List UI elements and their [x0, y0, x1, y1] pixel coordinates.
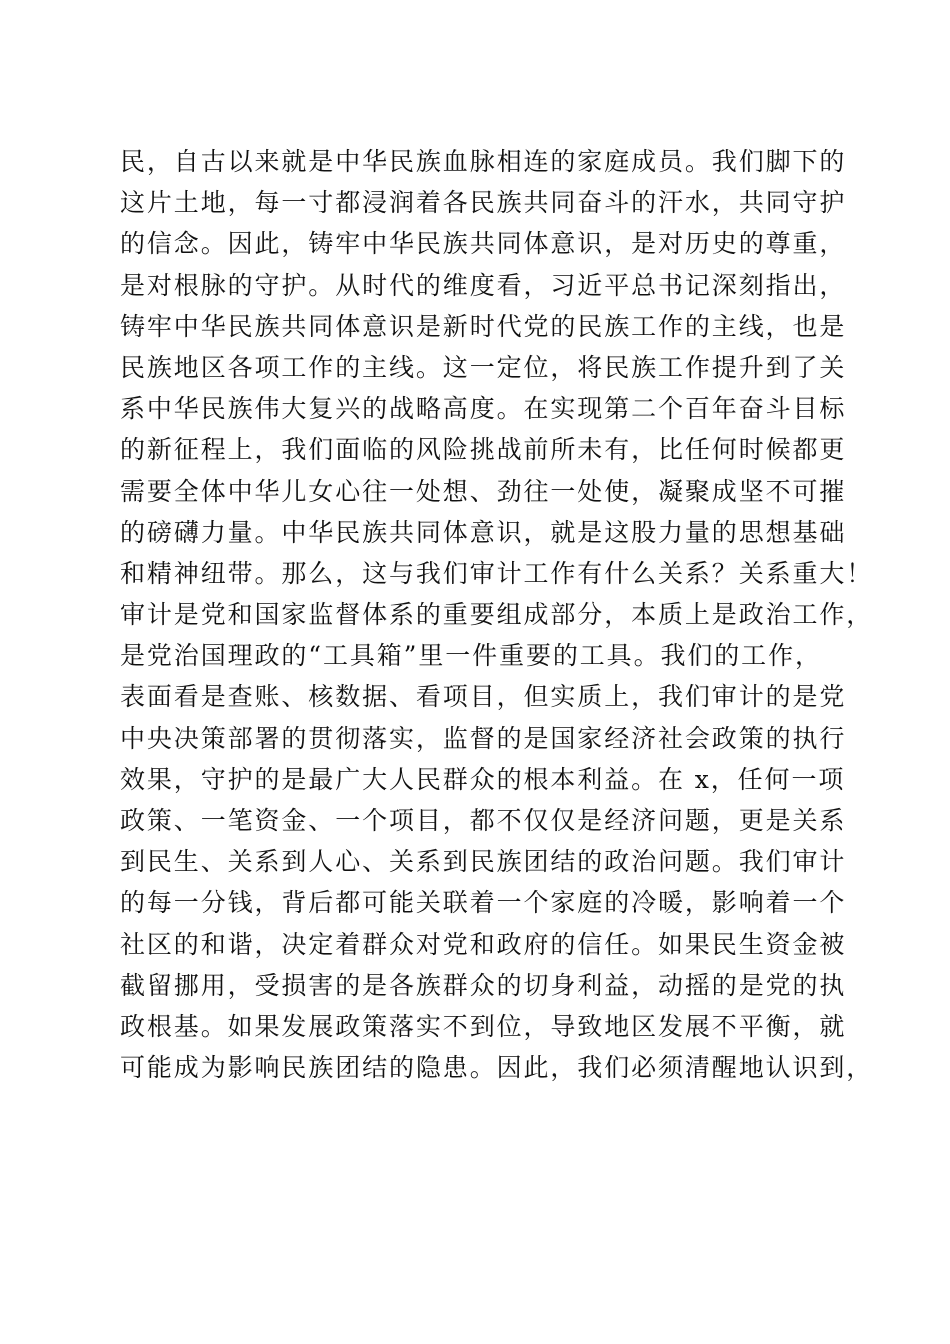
text-line: 这片土地，每一寸都浸润着各民族共同奋斗的汗水，共同守护 — [120, 188, 847, 218]
text-line: 政根基。如果发展政策落实不到位，导致地区发展不平衡，就 — [120, 1011, 847, 1041]
text-line: 可能成为影响民族团结的隐患。因此，我们必须清醒地认识到， — [120, 1053, 874, 1083]
text-line: 需要全体中华儿女心往一处想、劲往一处使，凝聚成坚不可摧 — [120, 476, 847, 506]
text-line: 民，自古以来就是中华民族血脉相连的家庭成员。我们脚下的 — [120, 147, 847, 176]
text-line: 和精神纽带。那么，这与我们审计工作有什么关系？关系重大！ — [120, 558, 874, 588]
text-line: 效果，守护的是最广大人民群众的根本利益。在 x，任何一项 — [120, 764, 846, 794]
text-line: 到民生、关系到人心、关系到民族团结的政治问题。我们审计 — [120, 847, 847, 877]
text-line: 民族地区各项工作的主线。这一定位，将民族工作提升到了关 — [120, 352, 847, 382]
text-line: 是党治国理政的“工具箱”里一件重要的工具。我们的工作， — [120, 641, 822, 671]
text-line: 表面看是查账、核数据、看项目，但实质上，我们审计的是党 — [120, 682, 847, 712]
text-line: 的新征程上，我们面临的风险挑战前所未有，比任何时候都更 — [120, 435, 847, 465]
text-line: 系中华民族伟大复兴的战略高度。在实现第二个百年奋斗目标 — [120, 394, 847, 424]
text-line: 审计是党和国家监督体系的重要组成部分，本质上是政治工作， — [120, 600, 874, 630]
text-line: 截留挪用，受损害的是各族群众的切身利益，动摇的是党的执 — [120, 970, 847, 1000]
text-line: 的磅礴力量。中华民族共同体意识，就是这股力量的思想基础 — [120, 517, 847, 547]
text-line: 的每一分钱，背后都可能关联着一个家庭的冷暖，影响着一个 — [120, 888, 847, 918]
text-line: 的信念。因此，铸牢中华民族共同体意识，是对历史的尊重， — [120, 229, 847, 259]
text-line: 社区的和谐，决定着群众对党和政府的信任。如果民生资金被 — [120, 929, 847, 959]
text-line: 政策、一笔资金、一个项目，都不仅仅是经济问题，更是关系 — [120, 806, 847, 835]
text-line: 是对根脉的守护。从时代的维度看，习近平总书记深刻指出， — [120, 270, 847, 300]
text-line: 铸牢中华民族共同体意识是新时代党的民族工作的主线，也是 — [120, 311, 847, 341]
text-line: 中央决策部署的贯彻落实，监督的是国家经济社会政策的执行 — [120, 723, 847, 753]
body-text — [120, 141, 874, 1088]
